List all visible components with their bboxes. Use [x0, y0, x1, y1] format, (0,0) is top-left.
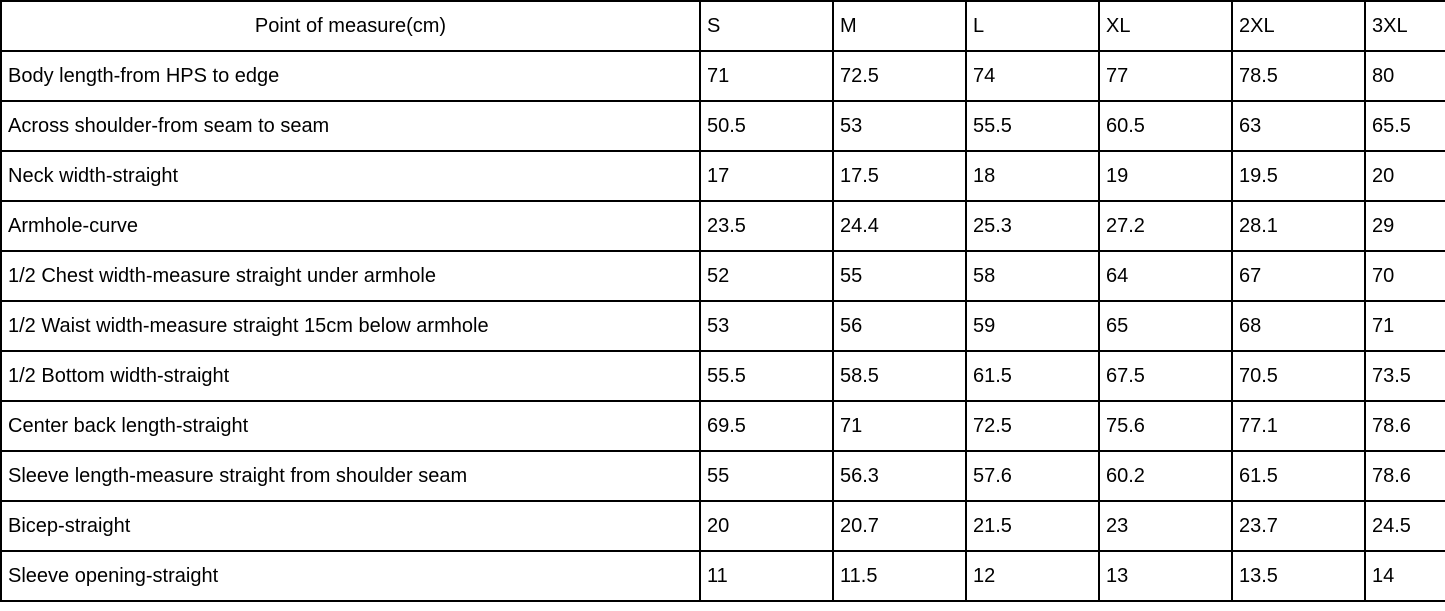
row-label-cell: Body length-from HPS to edge: [1, 51, 700, 101]
row-label-cell: Bicep-straight: [1, 501, 700, 551]
row-label-cell: 1/2 Bottom width-straight: [1, 351, 700, 401]
row-value-cell: 78.6: [1365, 451, 1445, 501]
table-row: [1, 301, 1445, 351]
table-body: [1, 1, 1445, 601]
row-value-cell: 20: [700, 501, 833, 551]
row-value-cell: 11.5: [833, 551, 966, 601]
header-cell-size: L: [966, 1, 1099, 51]
table-row: [1, 151, 1445, 201]
row-value-cell: 80: [1365, 51, 1445, 101]
row-value-cell: 68: [1232, 301, 1365, 351]
row-label-cell: Sleeve opening-straight: [1, 551, 700, 601]
row-value-cell: 77: [1099, 51, 1232, 101]
row-value-cell: 24.5: [1365, 501, 1445, 551]
row-value-cell: 23.5: [700, 201, 833, 251]
row-value-cell: 78.5: [1232, 51, 1365, 101]
row-value-cell: 18: [966, 151, 1099, 201]
row-value-cell: 72.5: [966, 401, 1099, 451]
row-value-cell: 72.5: [833, 51, 966, 101]
row-value-cell: 52: [700, 251, 833, 301]
row-value-cell: 65: [1099, 301, 1232, 351]
row-value-cell: 23.7: [1232, 501, 1365, 551]
row-value-cell: 59: [966, 301, 1099, 351]
row-value-cell: 70: [1365, 251, 1445, 301]
row-value-cell: 57.6: [966, 451, 1099, 501]
row-value-cell: 27.2: [1099, 201, 1232, 251]
row-value-cell: 70.5: [1232, 351, 1365, 401]
row-value-cell: 77.1: [1232, 401, 1365, 451]
row-value-cell: 58: [966, 251, 1099, 301]
row-value-cell: 56: [833, 301, 966, 351]
row-value-cell: 53: [700, 301, 833, 351]
row-value-cell: 20.7: [833, 501, 966, 551]
header-cell-size: XL: [1099, 1, 1232, 51]
header-cell-size: M: [833, 1, 966, 51]
row-value-cell: 55: [833, 251, 966, 301]
row-value-cell: 71: [833, 401, 966, 451]
table-row: [1, 201, 1445, 251]
header-cell-size: S: [700, 1, 833, 51]
row-value-cell: 71: [1365, 301, 1445, 351]
row-label-cell: 1/2 Chest width-measure straight under armhole: [1, 251, 700, 301]
table-row: [1, 251, 1445, 301]
row-value-cell: 61.5: [966, 351, 1099, 401]
header-cell-measure: Point of measure(cm): [1, 1, 700, 51]
row-value-cell: 50.5: [700, 101, 833, 151]
row-label-cell: Center back length-straight: [1, 401, 700, 451]
row-value-cell: 64: [1099, 251, 1232, 301]
row-value-cell: 58.5: [833, 351, 966, 401]
row-value-cell: 74: [966, 51, 1099, 101]
row-label-cell: Sleeve length-measure straight from shoulder seam: [1, 451, 700, 501]
row-value-cell: 11: [700, 551, 833, 601]
row-value-cell: 55: [700, 451, 833, 501]
row-value-cell: 23: [1099, 501, 1232, 551]
row-value-cell: 67.5: [1099, 351, 1232, 401]
table-header-row: [1, 1, 1445, 51]
row-label-cell: Neck width-straight: [1, 151, 700, 201]
row-value-cell: 25.3: [966, 201, 1099, 251]
header-cell-size: 3XL: [1365, 1, 1445, 51]
row-value-cell: 29: [1365, 201, 1445, 251]
row-value-cell: 75.6: [1099, 401, 1232, 451]
table-row: [1, 51, 1445, 101]
row-value-cell: 65.5: [1365, 101, 1445, 151]
table-row: [1, 451, 1445, 501]
row-label-cell: Armhole-curve: [1, 201, 700, 251]
row-value-cell: 14: [1365, 551, 1445, 601]
row-value-cell: 12: [966, 551, 1099, 601]
row-value-cell: 71: [700, 51, 833, 101]
row-value-cell: 28.1: [1232, 201, 1365, 251]
header-cell-size: 2XL: [1232, 1, 1365, 51]
row-value-cell: 19: [1099, 151, 1232, 201]
row-label-cell: 1/2 Waist width-measure straight 15cm below armhole: [1, 301, 700, 351]
row-value-cell: 67: [1232, 251, 1365, 301]
table-row: [1, 501, 1445, 551]
row-value-cell: 55.5: [700, 351, 833, 401]
row-value-cell: 63: [1232, 101, 1365, 151]
row-value-cell: 61.5: [1232, 451, 1365, 501]
table-row: [1, 351, 1445, 401]
row-value-cell: 13: [1099, 551, 1232, 601]
row-value-cell: 13.5: [1232, 551, 1365, 601]
row-value-cell: 55.5: [966, 101, 1099, 151]
row-value-cell: 56.3: [833, 451, 966, 501]
row-value-cell: 60.2: [1099, 451, 1232, 501]
row-value-cell: 73.5: [1365, 351, 1445, 401]
table-row: [1, 101, 1445, 151]
row-value-cell: 21.5: [966, 501, 1099, 551]
row-label-cell: Across shoulder-from seam to seam: [1, 101, 700, 151]
row-value-cell: 60.5: [1099, 101, 1232, 151]
table-row: [1, 401, 1445, 451]
row-value-cell: 19.5: [1232, 151, 1365, 201]
row-value-cell: 69.5: [700, 401, 833, 451]
row-value-cell: 24.4: [833, 201, 966, 251]
row-value-cell: 17: [700, 151, 833, 201]
row-value-cell: 78.6: [1365, 401, 1445, 451]
table-row: [1, 551, 1445, 601]
row-value-cell: 20: [1365, 151, 1445, 201]
row-value-cell: 53: [833, 101, 966, 151]
row-value-cell: 17.5: [833, 151, 966, 201]
